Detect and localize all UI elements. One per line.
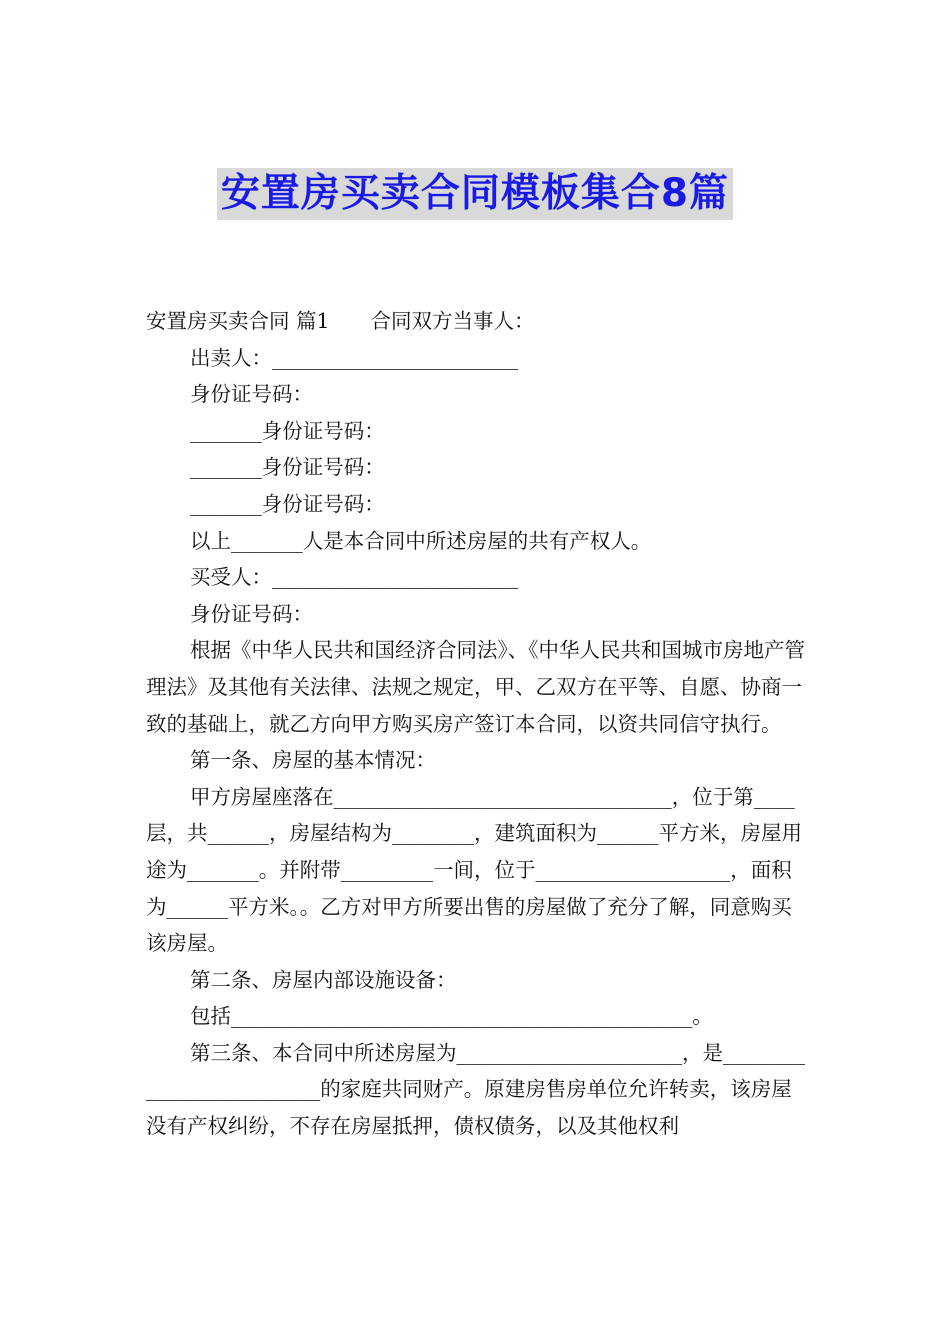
document-paragraph: 甲方房屋座落在_________________________________，位于第____层，共______，房屋结构为________，建筑面积为______平方米，房屋用途为_______。并附带_________一间，位于___________________，面积为______平方米。。乙方对甲方所要出售的房屋做了充分了解，同意购买该房屋。: [146, 784, 802, 956]
document-title-wrapper: [0, 168, 950, 220]
document-paragraph: 身份证号码：: [190, 601, 313, 626]
document-paragraph: 出卖人：________________________: [190, 345, 518, 370]
document-paragraph: 第二条、房屋内部设施设备：: [190, 967, 457, 992]
document-paragraph: 买受人：________________________: [190, 565, 518, 590]
document-paragraph: 第一条、房屋的基本情况：: [190, 748, 436, 773]
document-title: 安置房买卖合同模板集合8篇: [217, 168, 733, 220]
document-paragraph: 安置房买卖合同 篇1 合同双方当事人：: [146, 309, 535, 333]
document-body: [146, 303, 810, 1145]
document-paragraph: _______身份证号码：: [190, 455, 385, 480]
document-paragraph: 以上_______人是本合同中所述房屋的共有产权人。: [190, 528, 652, 553]
document-paragraph: _______身份证号码：: [190, 418, 385, 443]
document-paragraph: 第三条、本合同中所述房屋为______________________，是_________________________的家庭共同财产。原建房售房单位允许转卖，该房屋没有产权纠纷，不存在房屋抵押，债权债务，以及其他权利: [146, 1040, 805, 1139]
document-paragraph: 根据《中华人民共和国经济合同法》、《中华人民共和国城市房地产管理法》及其他有关法律、法规之规定，甲、乙双方在平等、自愿、协商一致的基础上，就乙方向甲方购买房产签订本合同，以资共同信守执行。: [146, 638, 805, 736]
document-paragraph: 身份证号码：: [190, 382, 313, 407]
document-paragraph: _______身份证号码：: [190, 491, 385, 516]
document-paragraph: 包括_____________________________________________。: [190, 1004, 713, 1029]
